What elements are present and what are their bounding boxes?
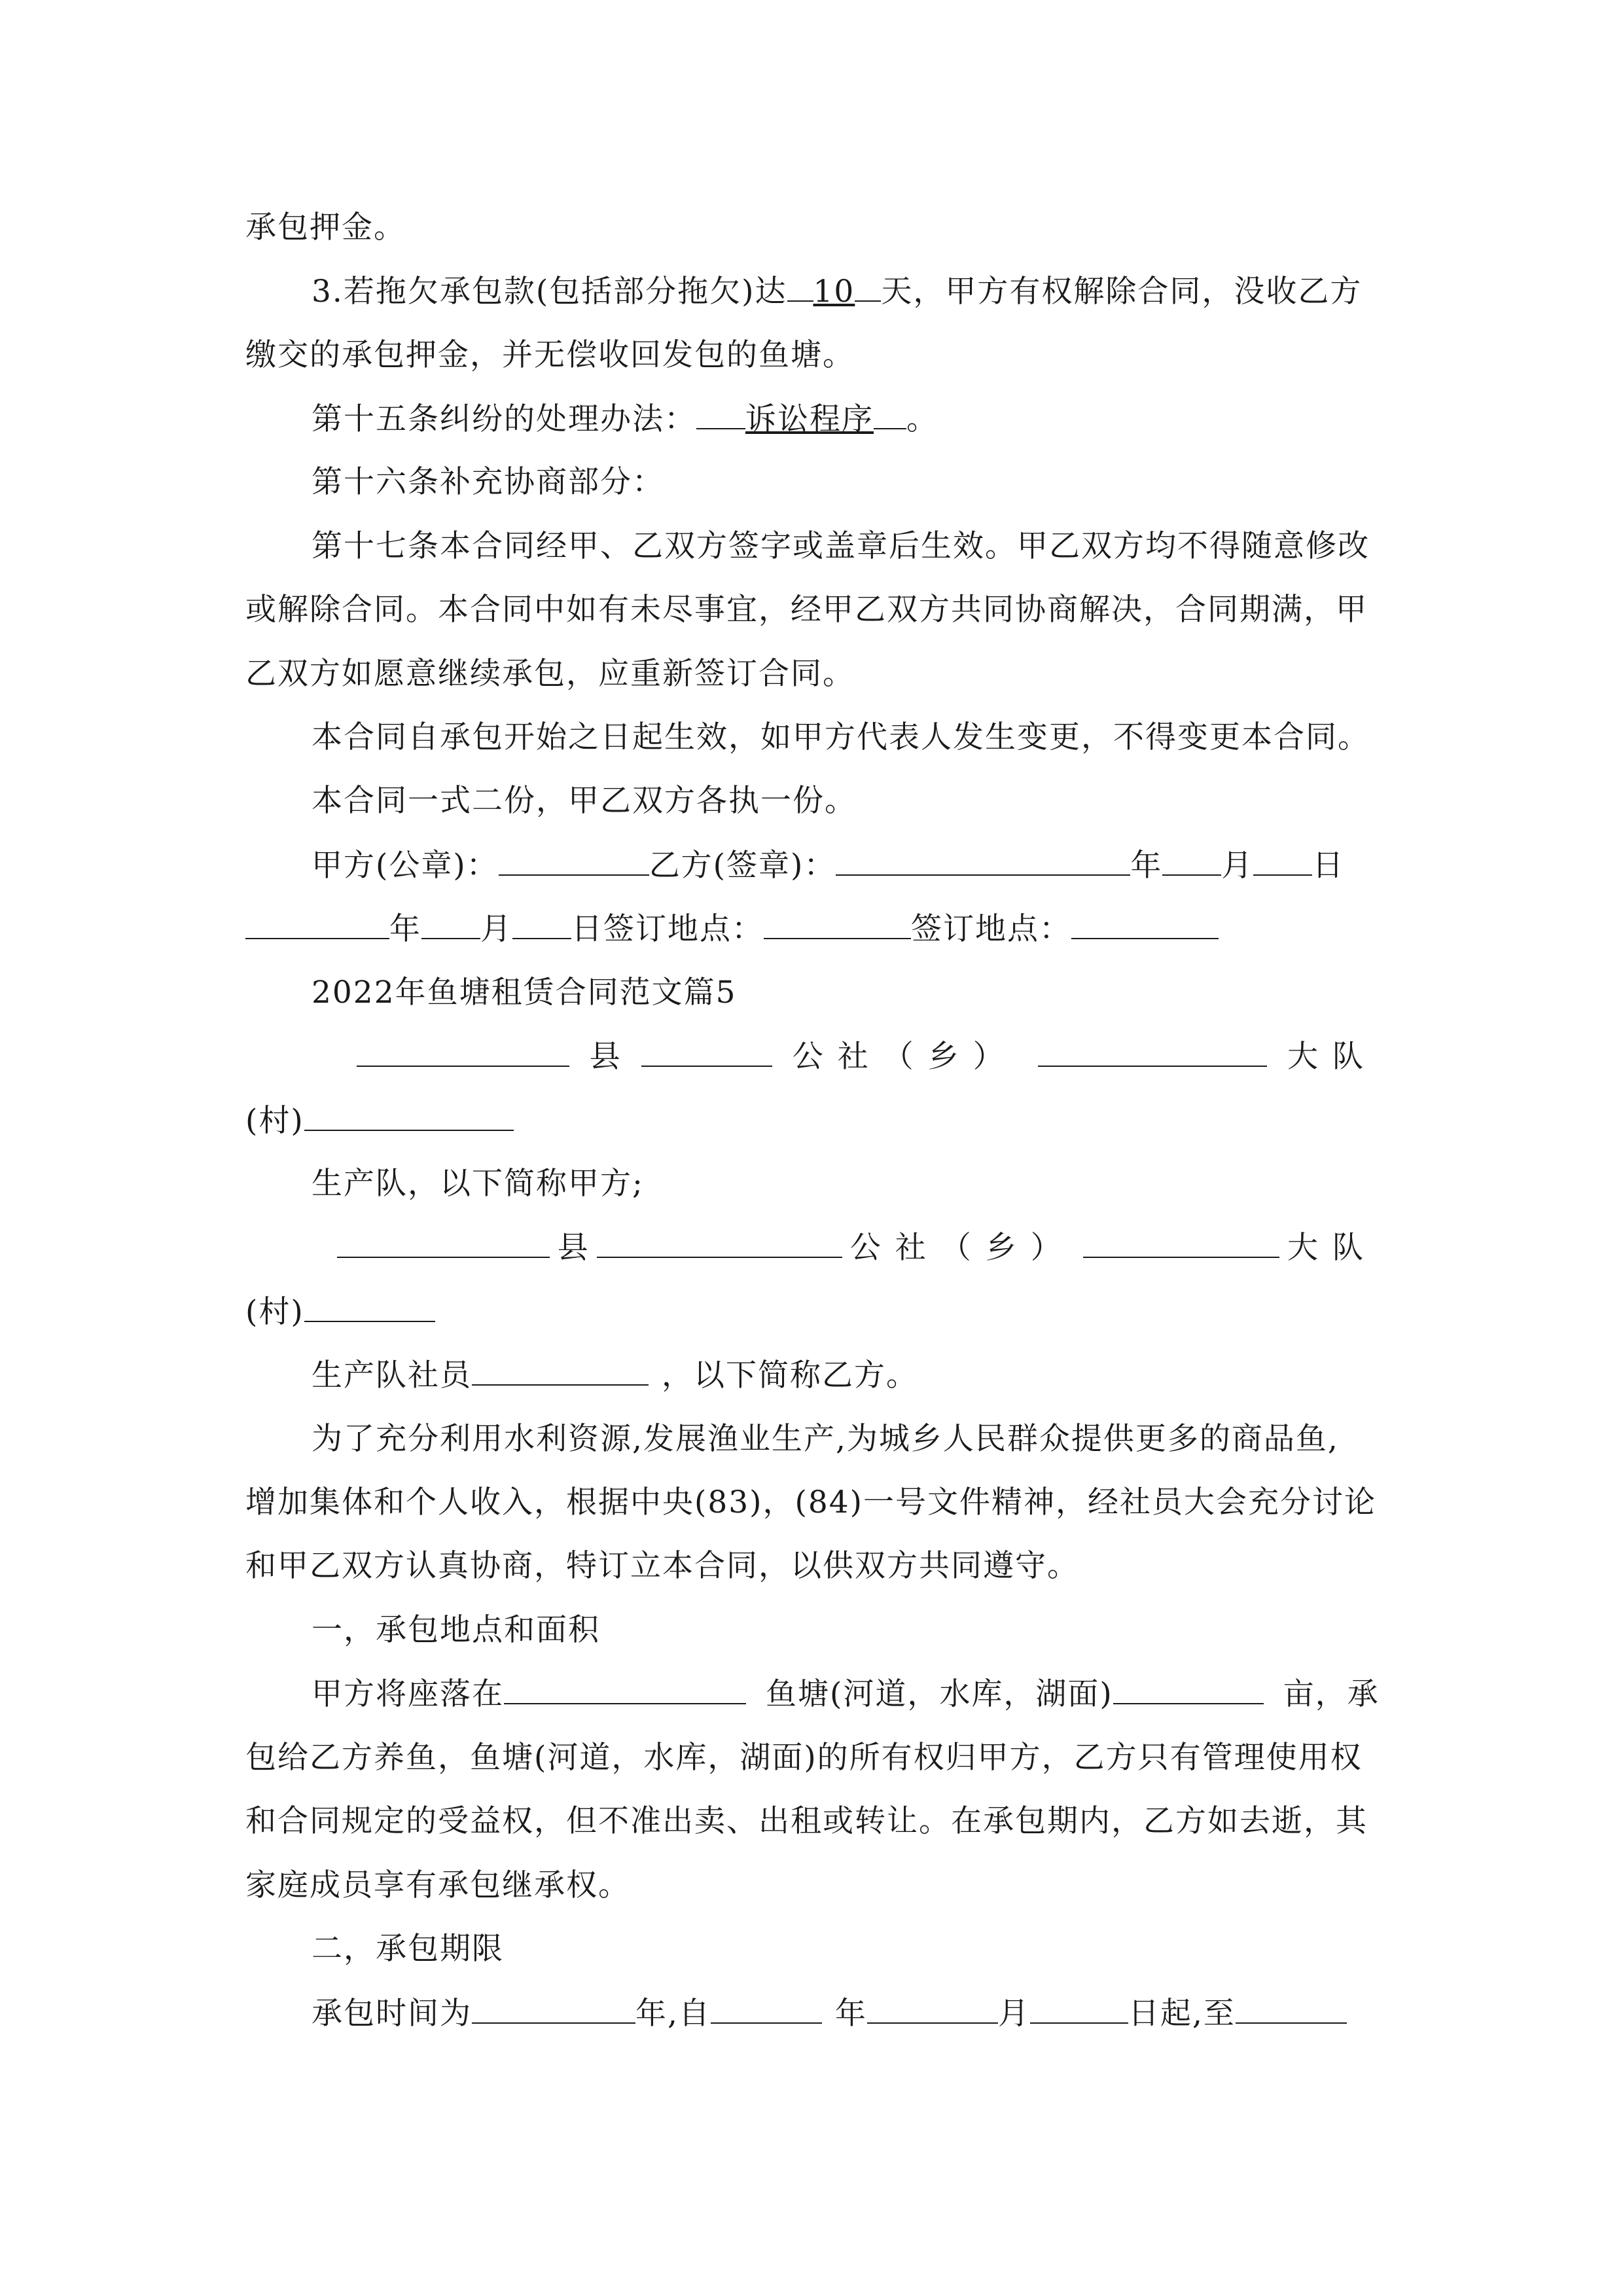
paragraph-line: 家庭成员享有承包继承权。: [245, 1867, 630, 1903]
party-a-address-line: 县 公社（乡） 大队: [357, 1037, 1378, 1076]
article-17-line: 第十七条本合同经甲、乙双方签字或盖章后生效。甲乙双方均不得随意修改: [312, 528, 1370, 564]
preamble-line: 增加集体和个人收入，根据中央(83)，(84)一号文件精神，经社员大会充分讨论: [245, 1484, 1376, 1520]
paragraph-line: 承包押金。: [245, 209, 406, 245]
preamble-line: 和甲乙双方认真协商，特订立本合同，以供双方共同遵守。: [245, 1548, 1079, 1584]
article-16-line: 第十六条补充协商部分：: [312, 464, 664, 500]
preamble-line: 为了充分利用水利资源,发展渔业生产,为城乡人民群众提供更多的商品鱼,: [312, 1421, 1339, 1457]
paragraph-line: 本合同一式二份，甲乙双方各执一份。: [312, 783, 857, 819]
article-15-line: 第十五条纠纷的处理办法： 诉讼程序 。: [312, 399, 1378, 439]
party-b-label-line: 生产队社员 ，以下简称乙方。: [312, 1355, 1378, 1395]
clause-3-line: 3.若拖欠承包款(包括部分拖欠)达 10 天，甲方有权解除合同，没收乙方: [312, 272, 1378, 311]
party-b-address-line: 县 公社（乡） 大队: [337, 1228, 1378, 1267]
section-heading: 二，承包期限: [312, 1931, 504, 1967]
paragraph-line: 包给乙方养鱼，鱼塘(河道，水库，湖面)的所有权归甲方，乙方只有管理使用权: [245, 1740, 1363, 1776]
signing-place-line: 年 月 日签订地点： 签订地点：: [245, 909, 1378, 948]
paragraph-line: 缴交的承包押金，并无偿收回发包的鱼塘。: [245, 337, 855, 373]
paragraph-line: 和合同规定的受益权，但不准出卖、出租或转让。在承包期内，乙方如去逝，其: [245, 1803, 1368, 1839]
paragraph-line: 本合同自承包开始之日起生效，如甲方代表人发生变更，不得变更本合同。: [312, 719, 1370, 755]
term-line: 承包时间为 年,自 年 月 日起,至: [312, 1994, 1378, 2033]
paragraph-line: 或解除合同。本合同中如有未尽事宜，经甲乙双方共同协商解决，合同期满，甲: [245, 592, 1368, 628]
location-line: 甲方将座落在 鱼塘(河道，水库，湖面) 亩，承: [312, 1674, 1378, 1713]
section-heading: 一，承包地点和面积: [312, 1612, 600, 1648]
party-a-village-line: (村): [245, 1101, 1378, 1140]
party-b-village-line: (村): [245, 1292, 1378, 1331]
paragraph-line: 乙双方如愿意继续承包，应重新签订合同。: [245, 656, 855, 692]
party-a-label-line: 生产队，以下简称甲方;: [312, 1166, 644, 1202]
section-heading: 2022年鱼塘租赁合同范文篇5: [312, 975, 737, 1011]
signature-line: 甲方(公章)： 乙方(签章)： 年 月 日: [312, 846, 1378, 885]
